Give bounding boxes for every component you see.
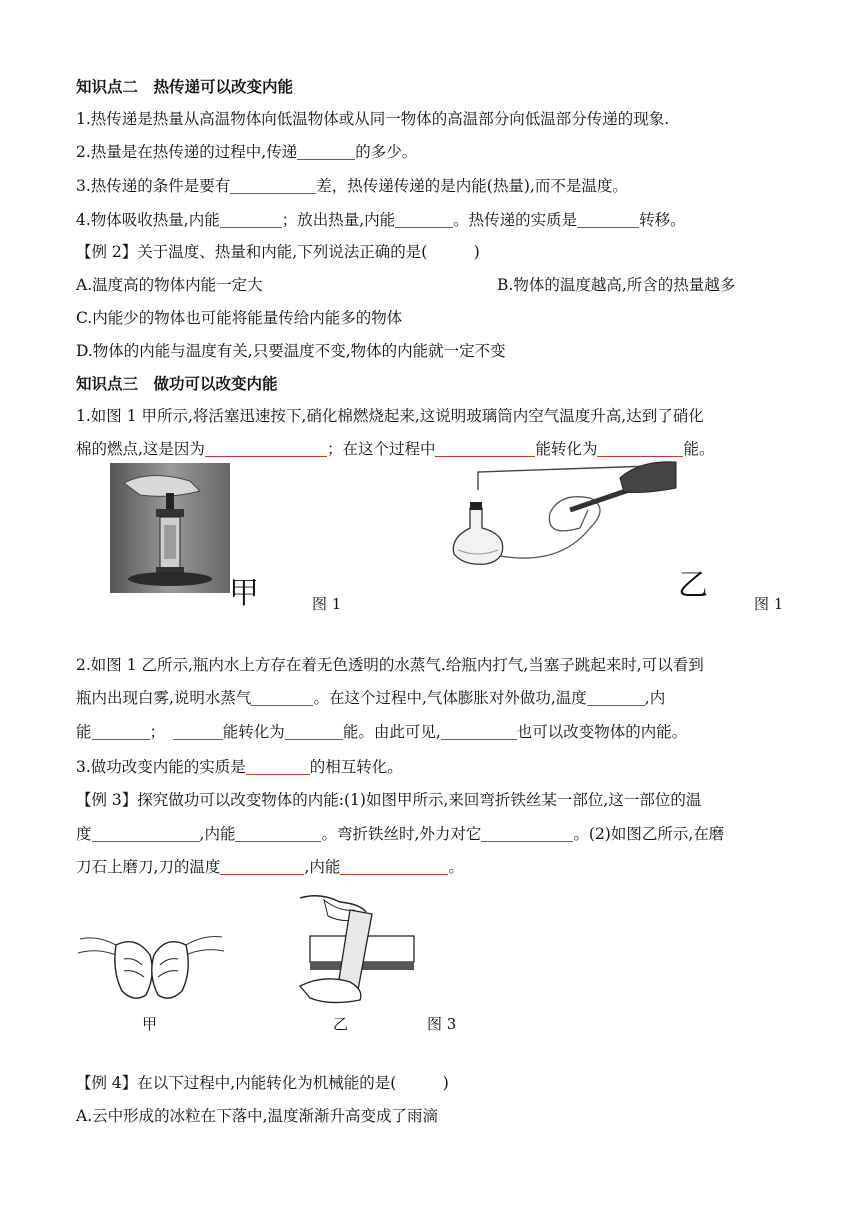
answer-blank[interactable] xyxy=(251,689,313,706)
s2-line4-text-b: ；放出热量,内能 xyxy=(281,211,396,229)
answer-blank[interactable] xyxy=(173,723,223,740)
fig3-knife-whetstone-drawing xyxy=(280,890,420,1010)
s3-p3-text-b: 的相互转化。 xyxy=(309,758,403,776)
answer-blank[interactable] xyxy=(230,177,316,194)
s2-line3-text-a: 3.热传递的条件是要有 xyxy=(76,177,231,195)
fig3-label-yi: 乙 xyxy=(333,1015,349,1033)
ex3-text-c3: 。 xyxy=(448,858,464,876)
s3-p1-line1: 1.如图 1 甲所示,将活塞迅速按下,硝化棉燃烧起来,这说明玻璃筒内空气温度升高,达到了硝化 xyxy=(76,407,704,425)
answer-blank[interactable] xyxy=(220,211,282,228)
s2-line3 xyxy=(76,176,628,196)
s3-p2-text-c1: 能 xyxy=(76,723,92,741)
s2-line4-text-a: 4.物体吸收热量,内能 xyxy=(76,211,220,229)
s2-line2 xyxy=(76,142,417,162)
ex3-text-c2: ,内能 xyxy=(304,858,341,876)
s2-line4 xyxy=(76,210,686,230)
answer-blank[interactable] xyxy=(235,825,321,842)
example2-question: 【例 2】关于温度、热量和内能,下列说法正确的是( ) xyxy=(76,243,480,261)
fig3-label-jia: 甲 xyxy=(142,1015,158,1033)
ex3-text-b3: 。弯折铁丝时,外力对它 xyxy=(321,825,482,843)
answer-blank[interactable] xyxy=(577,211,639,228)
answer-blank[interactable] xyxy=(587,689,645,706)
section3-heading: 知识点三 做功可以改变内能 xyxy=(76,375,278,393)
s3-p2-line2 xyxy=(76,688,665,708)
ex3-text-b1: 度 xyxy=(76,825,92,843)
s2-line2-text-b: 的多少。 xyxy=(355,143,418,161)
fig1-flask-pump-drawing xyxy=(440,458,680,568)
s3-p1-line2 xyxy=(76,439,714,459)
answer-blank[interactable] xyxy=(395,211,453,228)
example2-option-a: A.温度高的物体内能一定大 xyxy=(76,276,263,294)
fig1-piston-photo xyxy=(110,463,230,593)
section2-heading: 知识点二 热传递可以改变内能 xyxy=(76,78,294,96)
s3-p2-line1: 2.如图 1 乙所示,瓶内水上方存在着无色透明的水蒸气.给瓶内打气,当塞子跳起来时,可以看到 xyxy=(76,656,704,674)
fig1-label-yi: 乙 xyxy=(678,568,708,603)
answer-blank[interactable] xyxy=(205,440,327,457)
example2-option-c: C.内能少的物体也可能将能量传给内能多的物体 xyxy=(76,309,403,327)
s3-p3 xyxy=(76,757,403,777)
example3-line2 xyxy=(76,824,724,844)
s3-p2-text-c4: 能。由此可见, xyxy=(342,723,441,741)
answer-blank[interactable] xyxy=(297,143,355,160)
fig1-caption-left: 图 1 xyxy=(312,595,342,613)
s3-p3-text-a: 3.做功改变内能的实质是 xyxy=(76,758,246,776)
answer-blank[interactable] xyxy=(481,825,573,842)
answer-blank[interactable] xyxy=(340,858,448,875)
fig1-label-jia: 甲 xyxy=(229,576,259,611)
s2-line1: 1.热传递是热量从高温物体向低温物体或从同一物体的高温部分向低温部分传递的现象. xyxy=(76,110,670,128)
s3-p1-text-c: ；在这个过程中 xyxy=(326,440,436,458)
answer-blank[interactable] xyxy=(435,440,535,457)
example3-line1: 【例 3】探究做功可以改变物体的内能:(1)如图甲所示,来回弯折铁丝某一部位,这一部位的温 xyxy=(76,791,702,809)
s3-p1-text-b: 棉的燃点,这是因为 xyxy=(76,440,205,458)
s2-line2-text-a: 2.热量是在热传递的过程中,传递 xyxy=(76,143,298,161)
ex3-text-b2: ,内能 xyxy=(199,825,236,843)
example4-option-a: A.云中形成的冰粒在下落中,温度渐渐升高变成了雨滴 xyxy=(76,1107,439,1125)
s2-line4-text-c: 。热传递的实质是 xyxy=(453,211,578,229)
s3-p1-text-d: 能转化为 xyxy=(535,440,598,458)
ex3-text-b4: 。(2)如图乙所示,在磨 xyxy=(573,825,725,843)
s3-p2-text-b1: 瓶内出现白雾,说明水蒸气 xyxy=(76,689,252,707)
example2-option-b: B.物体的温度越高,所含的热量越多 xyxy=(497,276,736,294)
answer-blank[interactable] xyxy=(246,758,310,775)
answer-blank[interactable] xyxy=(285,723,343,740)
ex3-text-c1: 刀石上磨刀,刀的温度 xyxy=(76,858,221,876)
s3-p2-text-c3: 能转化为 xyxy=(222,723,285,741)
s3-p2-text-b2: 。在这个过程中,气体膨胀对外做功,温度 xyxy=(313,689,587,707)
s3-p2-line3 xyxy=(76,722,687,742)
fig1-caption-right: 图 1 xyxy=(754,595,784,613)
example3-line3 xyxy=(76,857,464,877)
example2-option-d: D.物体的内能与温度有关,只要温度不变,物体的内能就一定不变 xyxy=(76,342,506,360)
s3-p2-text-c2: ； xyxy=(149,723,158,741)
fig3-caption: 图 3 xyxy=(427,1015,457,1033)
s3-p2-text-c5: 也可以改变物体的内能。 xyxy=(516,723,688,741)
s3-p1-text-e: 能。 xyxy=(683,440,715,458)
answer-blank[interactable] xyxy=(597,440,683,457)
fig3-bending-wire-drawing xyxy=(76,915,226,1010)
answer-blank[interactable] xyxy=(92,825,200,842)
answer-blank[interactable] xyxy=(220,858,304,875)
answer-blank[interactable] xyxy=(441,723,517,740)
s2-line3-text-b: 差，热传递传递的是内能(热量),而不是温度。 xyxy=(316,177,628,195)
s3-p2-text-b3: ,内 xyxy=(644,689,666,707)
answer-blank[interactable] xyxy=(92,723,150,740)
example4-question: 【例 4】在以下过程中,内能转化为机械能的是( ) xyxy=(76,1074,449,1092)
s2-line4-text-d: 转移。 xyxy=(639,211,686,229)
